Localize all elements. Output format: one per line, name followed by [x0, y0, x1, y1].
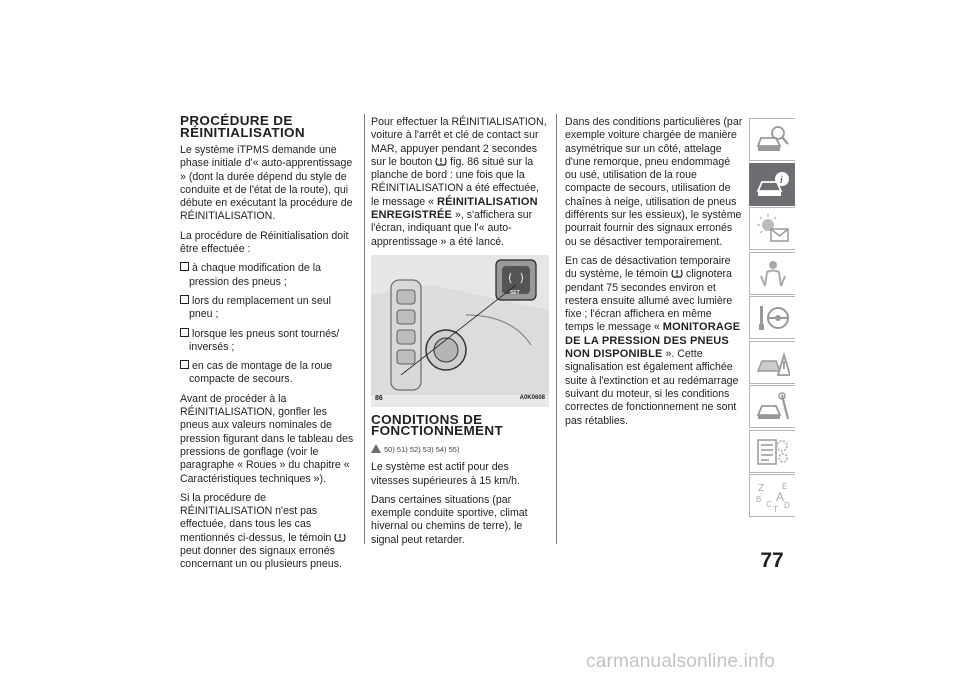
- list-item: à chaque modification de la pression des pneus ;: [180, 262, 355, 289]
- tab-warning-lights[interactable]: [749, 207, 795, 250]
- paragraph: Avant de procéder à la RÉINITIALISATION, gonfler les pneus aux valeurs nominales de pression figurant dans le tableau des pressions de gonflage (voir le paragraphe « Roues » du chapitre « Caractéristiques techniques »).: [180, 392, 354, 485]
- tab-car-info[interactable]: [749, 163, 795, 206]
- tab-car-search[interactable]: [749, 118, 795, 161]
- svg-text:i: i: [780, 174, 783, 186]
- paragraph: En cas de désactivation temporaire du système, le témoin clignotera pendant 75 secondes environ et restera ensuite allumé avec lumière fixe ; l'écran affichera en même temps le message « MONITORAGE DE LA PRESSION DES PNEUS NON DISPONIBLE ». Cette signalisation est également affichée suite à l'extinction et au redémarrage suivant du moteur, si les conditions correctes de fonctionnement ne sont pas rétablies.: [565, 254, 741, 427]
- paragraph: Si la procédure de RÉINITIALISATION n'est pas effectuée, dans tous les cas mentionnés ci-dessus, le témoin peut donner des signaux erronés concernant un ou plusieurs pneus.: [180, 492, 355, 572]
- breakdown-icon: [756, 347, 790, 379]
- page-number: 77: [760, 549, 784, 572]
- specs-icon: [756, 436, 790, 468]
- paragraph: La procédure de Réinitialisation doit être effectuée :: [180, 229, 349, 256]
- checkbox-bullet-icon: [180, 328, 189, 337]
- chapter-tabs: [749, 118, 795, 519]
- index-letter: E: [782, 482, 788, 491]
- index-letter: T: [773, 505, 778, 512]
- column-1: [180, 116, 355, 578]
- tab-index[interactable]: [749, 474, 795, 517]
- tab-specs[interactable]: [749, 430, 795, 473]
- index-letter: Z: [758, 483, 765, 494]
- list-item: en cas de montage de la roue compacte de secours.: [180, 360, 355, 387]
- watermark: carmanualsonline.info: [586, 651, 776, 672]
- key-steering-icon: [756, 302, 790, 334]
- index-icon: [756, 480, 790, 512]
- bullet-list: [180, 262, 355, 386]
- heading-conditions: CONDITIONS DE FONCTIONNEMENT: [371, 412, 504, 439]
- index-letter: C: [766, 500, 772, 509]
- tab-breakdown[interactable]: [749, 341, 795, 384]
- tab-car-maintenance[interactable]: [749, 385, 795, 428]
- index-letter: A: [776, 490, 785, 504]
- figure-code: A0K0608: [519, 394, 545, 401]
- warning-triangle-icon: [371, 444, 381, 453]
- column-divider: [556, 114, 557, 544]
- car-maintenance-icon: [756, 391, 790, 423]
- column-divider: [364, 114, 365, 544]
- paragraph: Dans certaines situations (par exemple conduite sportive, climat hivernal ou chemins de terre), le signal peut retarder.: [371, 493, 528, 546]
- set-button-label: SET: [510, 289, 520, 296]
- paragraph: Pour effectuer la RÉINITIALISATION, voiture à l'arrêt et clé de contact sur MAR, appuyer pendant 2 secondes sur le bouton fig. 86 situé sur la planche de bord : une fois que la RÉINITIALISATION a été effectuée, le message « RÉINITIALISATION ENREGISTRÉE », s'affichera sur l'écran, indiquant que l'« auto-apprentissage » a été lancé.: [371, 116, 547, 248]
- index-letter: D: [784, 501, 790, 510]
- car-search-icon: [756, 124, 790, 156]
- warning-references: 50) 51) 52) 53) 54) 55): [371, 443, 549, 456]
- list-item: lorsque les pneus sont tournés/ inversés ;: [180, 328, 355, 355]
- car-info-icon: [756, 169, 790, 201]
- dashboard-illustration: [371, 255, 549, 395]
- paragraph: Le système est actif pour des vitesses supérieures à 15 km/h.: [371, 461, 520, 487]
- figure-86: [371, 255, 549, 407]
- tire-pressure-warning-icon: [435, 156, 447, 167]
- tire-pressure-warning-icon: [671, 268, 683, 279]
- column-3: [565, 116, 743, 434]
- checkbox-bullet-icon: [180, 262, 189, 271]
- tab-key-steering[interactable]: [749, 296, 795, 339]
- paragraph: Dans des conditions particulières (par exemple voiture chargée de manière asymétrique sur un côté, attelage d'une remorque, pneu endommagé ou usé, utilisation de la roue compacte de secours, utilisation de chaînes à neige, utilisation de pneus différents sur les essieux), le système pourrait fournir des signaux erronés ou se désactiver temporairement.: [565, 116, 743, 248]
- warning-lights-icon: [756, 213, 790, 245]
- tire-pressure-warning-icon: [334, 532, 346, 543]
- paragraph: Le système iTPMS demande une phase initiale d'« auto-apprentissage » (dont la durée dépend du style de conduite et de l'état de la route), qui débute en exécutant la procédure de RÉINITIALISATION.: [180, 144, 353, 223]
- seat-person-icon: [756, 258, 790, 290]
- checkbox-bullet-icon: [180, 360, 189, 369]
- heading-reinit: PROCÉDURE DE RÉINITIALISATION: [180, 114, 305, 140]
- index-letter: B: [756, 495, 762, 504]
- checkbox-bullet-icon: [180, 295, 189, 304]
- figure-number: 86: [375, 394, 383, 402]
- tab-seat-person[interactable]: [749, 252, 795, 295]
- list-item: lors du remplacement un seul pneu ;: [180, 295, 355, 322]
- column-2: [371, 116, 549, 553]
